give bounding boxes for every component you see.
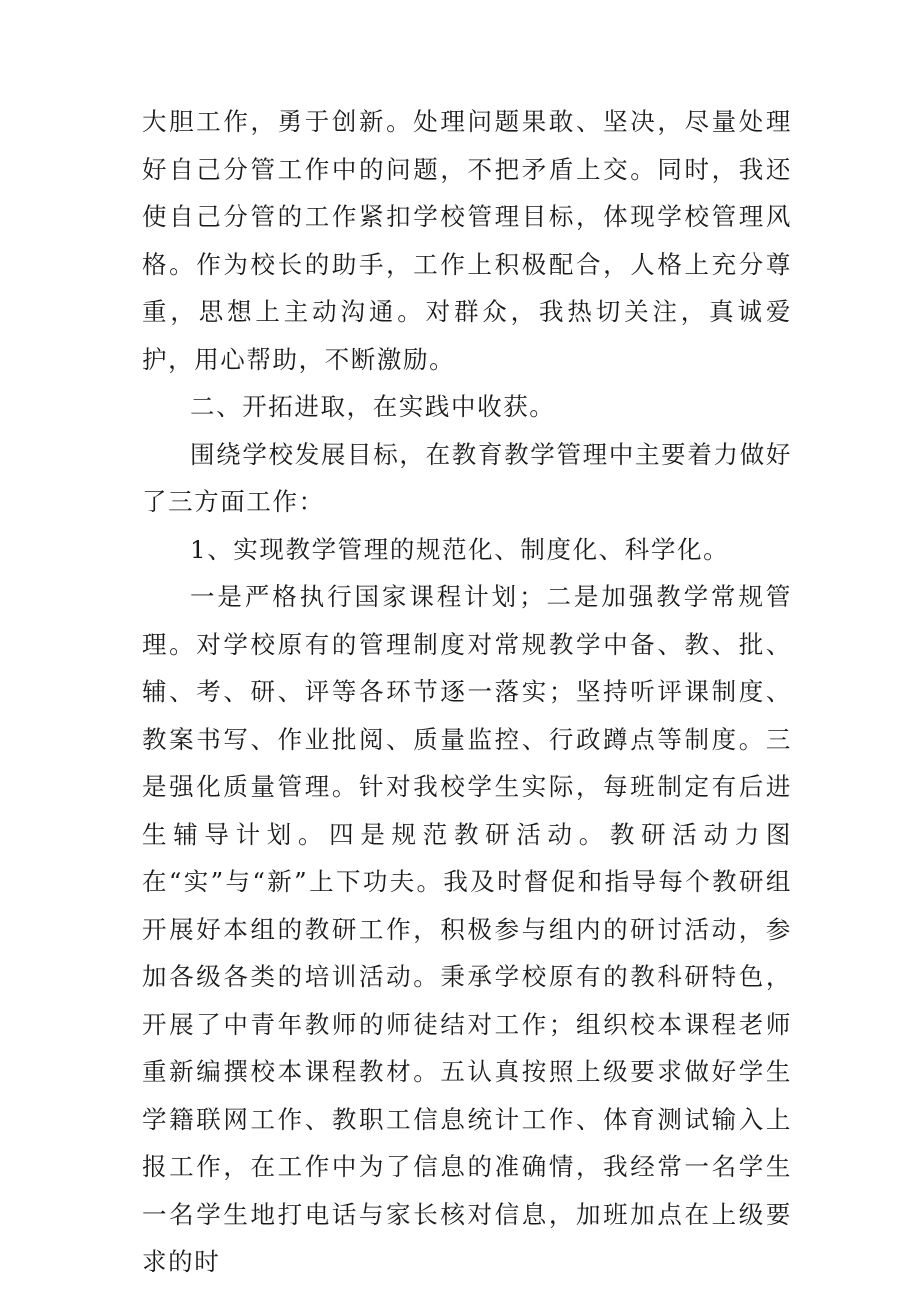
document-body	[142, 98, 792, 1286]
paragraph-continuation: 大胆工作，勇于创新。处理问题果敢、坚决，尽量处理好自己分管工作中的问题，不把矛盾上交。同时，我还使自己分管的工作紧扣学校管理目标，体现学校管理风格。作为校长的助手，工作上积极配合，人格上充分尊重，思想上主动沟通。对群众，我热切关注，真诚爱护，用心帮助，不断激励。	[142, 107, 792, 374]
subsection-heading: 1、实现教学管理的规范化、制度化、科学化。	[190, 534, 730, 564]
section-heading: 二、开拓进取，在实践中收获。	[190, 392, 556, 421]
paragraph-intro: 围绕学校发展目标，在教育教学管理中主要着力做好了三方面工作：	[142, 439, 792, 516]
paragraph-body: 一是严格执行国家课程计划；二是加强教学常规管理。对学校原有的管理制度对常规教学中备、教、批、辅、考、研、评等各环节逐一落实；坚持听评课制度、教案书写、作业批阅、质量监控、行政蹲点等制度。三是强化质量管理。针对我校学生实际，每班制定有后进生辅导计划。四是规范教研活动。教研活动力图在“实”与“新”上下功夫。我及时督促和指导每个教研组开展好本组的教研工作，积极参与组内的研讨活动，参加各级各类的培训活动。秉承学校原有的教科研特色，开展了中青年教师的师徒结对工作；组织校本课程老师重新编撰校本课程教材。五认真按照上级要求做好学生学籍联网工作、教职工信息统计工作、体育测试输入上报工作，在工作中为了信息的准确情，我经常一名学生一名学生地打电话与家长核对信息，加班加点在上级要求的时	[142, 582, 792, 1276]
